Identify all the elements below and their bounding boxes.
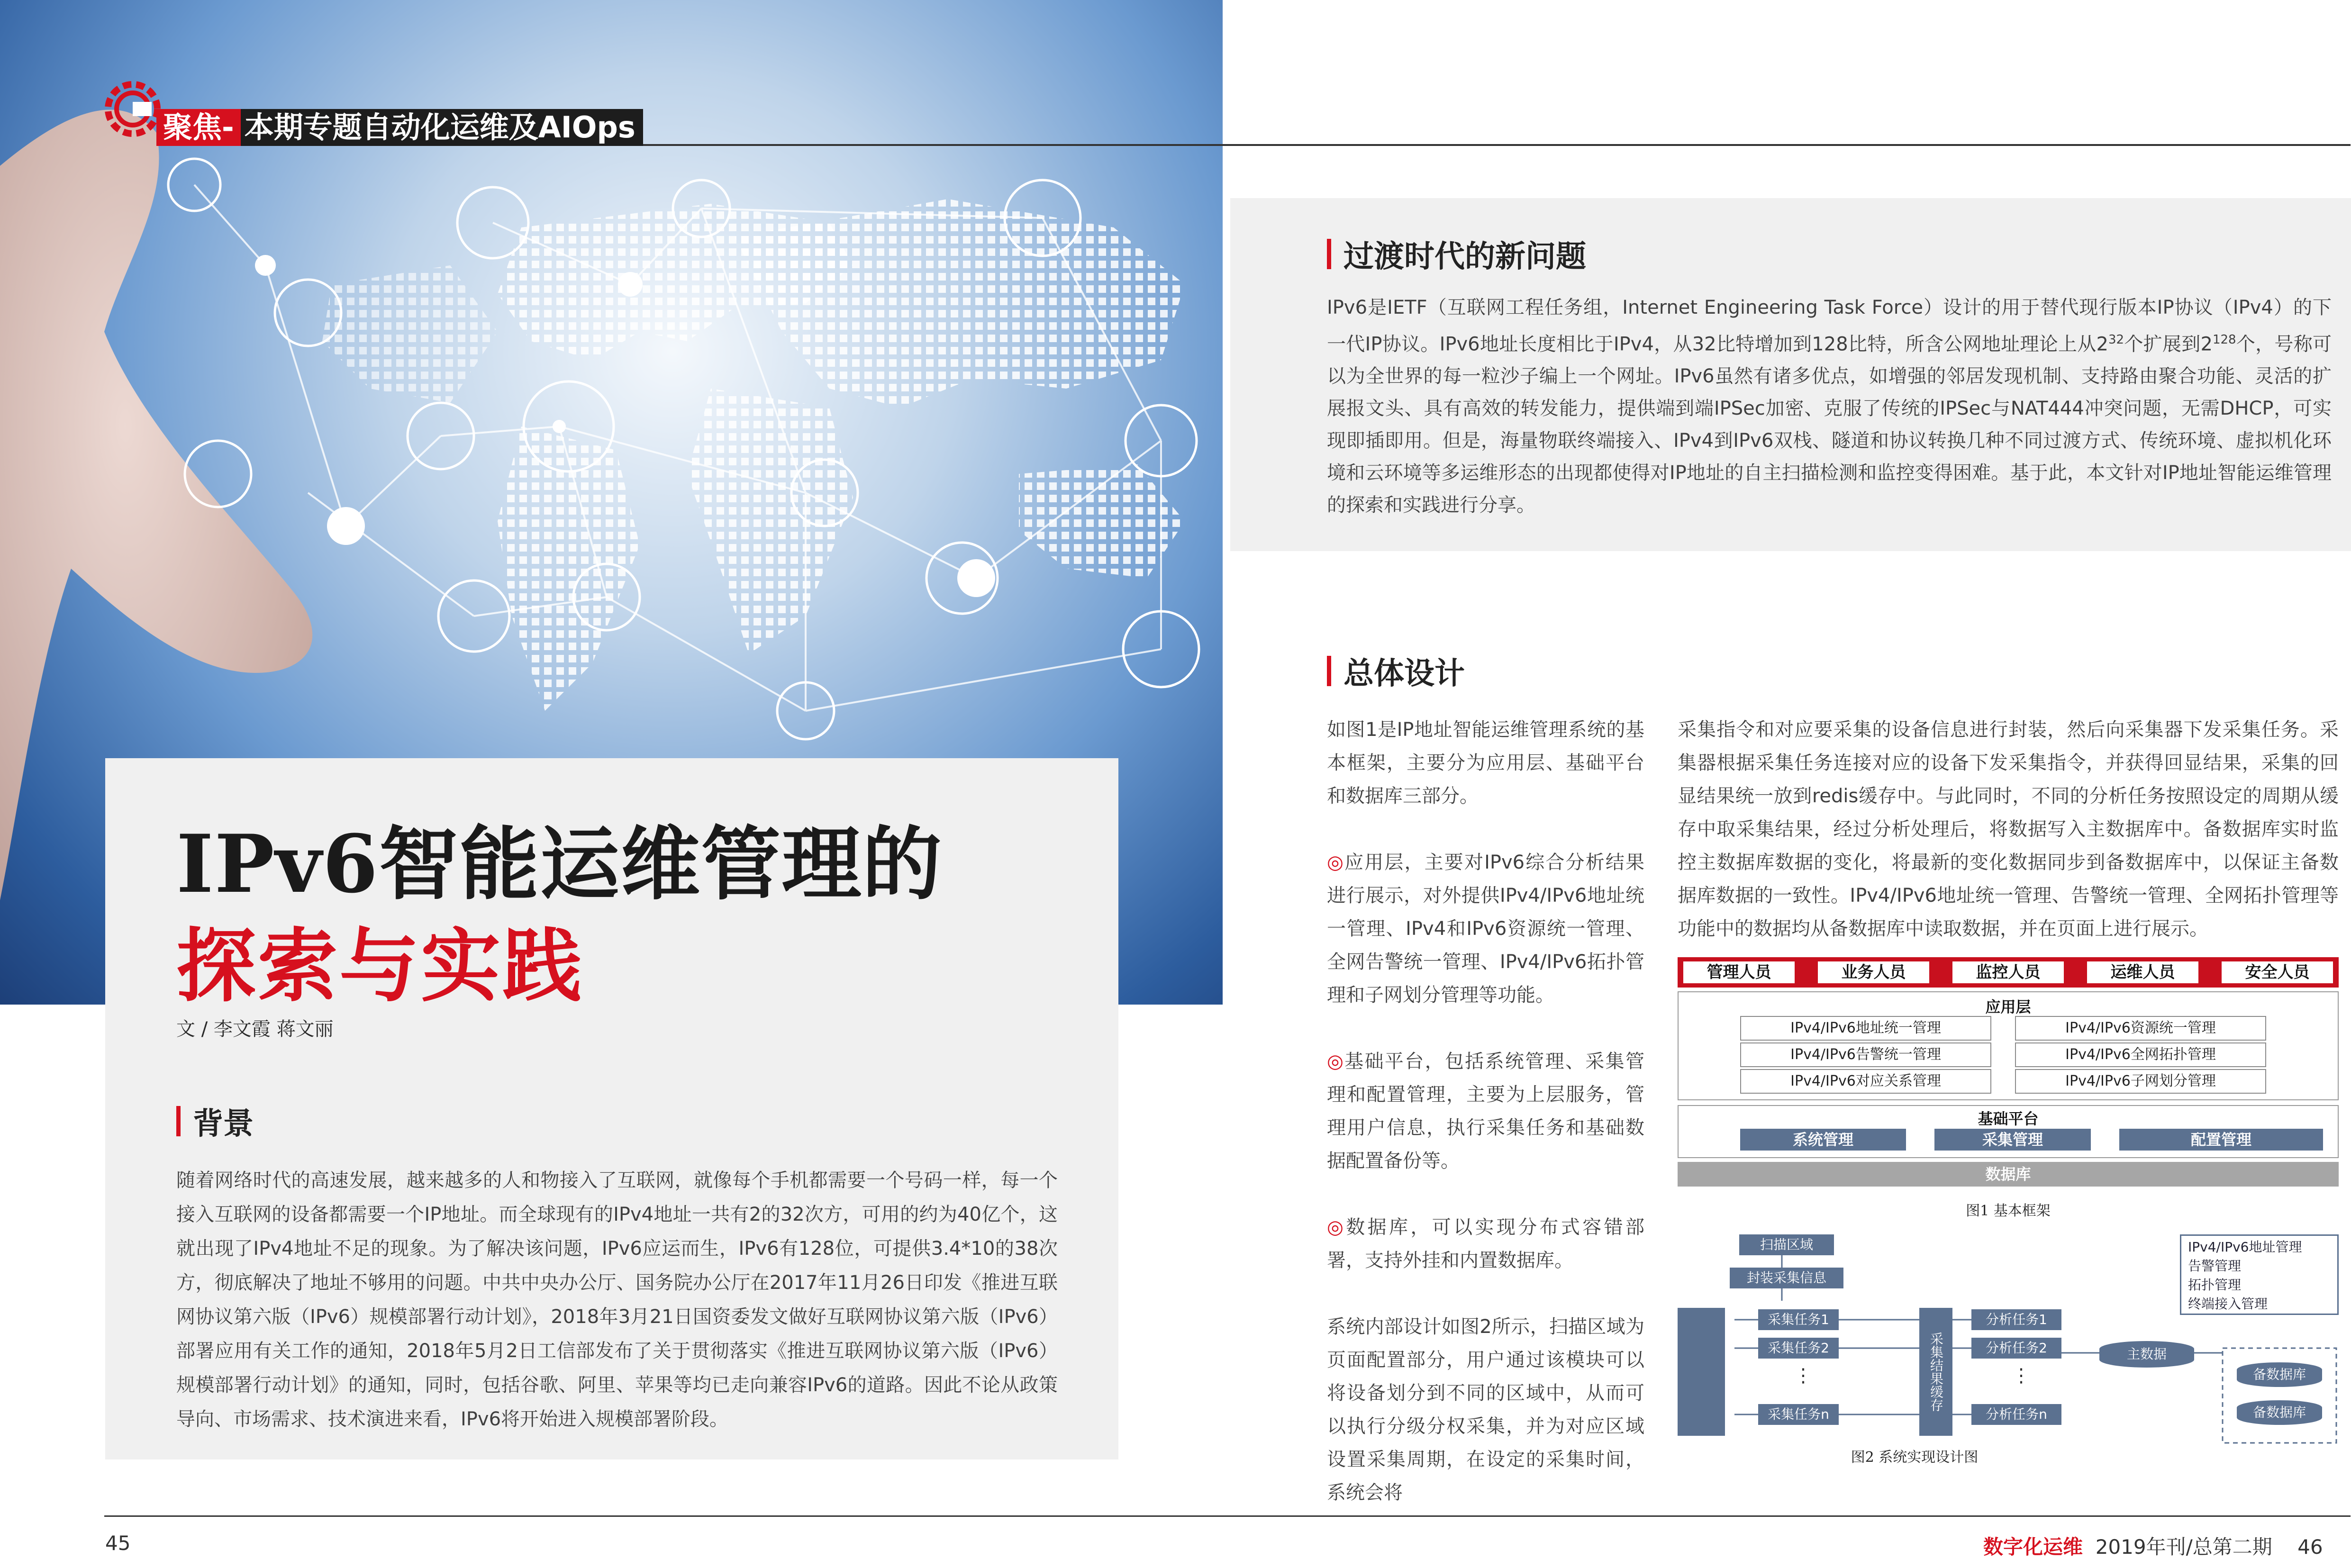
role-security: 安全人员 <box>2222 961 2333 983</box>
figure-1-framework <box>1678 957 2339 1232</box>
footer-rule <box>104 1515 2351 1517</box>
role-admin: 管理人员 <box>1683 961 1795 983</box>
background-paragraph: 随着网络时代的高速发展，越来越多的人和物接入了互联网，就像每个手机都需要一个号码一样，每一个接入互联网的设备都需要一个IP地址。而全球现有的IPv4地址一共有2的32次方，可用的约为40亿个，这就出现了IPv4地址不足的现象。为了解决该问题，IPv6应运而生，IPv6有128位，可提供3.4*10的38次方，彻底解决了地址不够用的问题。中共中央办公厅、国务院办公厅在2017年11月26日印发《推进互联网协议第六版（IPv6）规模部署行动计划》，2018年3月21日国资委发文做好互联网协议第六版（IPv6）部署应用有关工作的通知，2018年5月2日工信部发布了关于贯彻落实《推进互联网协议第六版（IPv6）规模部署行动计划》的通知，同时，包括谷歌、阿里、苹果等均已走向兼容IPv6的道路。因此不论从政策导向、市场需求、技术演进来看，IPv6将开始进入规模部署阶段。 <box>176 1169 1058 1430</box>
section-tag <box>156 109 643 146</box>
management-list <box>2180 1234 2339 1315</box>
mgmt-topology: 拓扑管理 <box>2188 1277 2242 1293</box>
platform-collect-mgmt: 采集管理 <box>1934 1129 2091 1151</box>
mgmt-address: IPv4/IPv6地址管理 <box>2188 1239 2302 1255</box>
section-tag-topic: 本期专题自动化运维及AIOps <box>241 109 643 146</box>
design-column-right: 采集指令和对应要采集的设备信息进行封装，然后向采集器下发采集任务。采集器根据采集任务连接对应的设备下发采集指令，并获得回显结果，采集的回显结果统一放到redis缓存中。与此同时，不同的分析任务按照设定的周期从缓存中取采集结果，经过分析处理后，将数据写入主数据库中。备数据库实时监控主数据库数据的变化，将最新的变化数据同步到备数据库中，以保证主备数据库数据的一致性。IPv4/IPv6地址统一管理、告警统一管理、全网拓扑管理等功能中的数据均从备数据库中读取数据，并在页面上进行展示。 <box>1678 719 2339 940</box>
app-cell: IPv4/IPv6地址统一管理 <box>1740 1016 1991 1041</box>
result-cache-box: 采集结果缓存 <box>1919 1308 1952 1436</box>
role-monitor: 监控人员 <box>1952 961 2064 983</box>
ellipsis-right: ⋮ <box>2012 1365 2031 1387</box>
device-box: 设备 <box>1678 1308 1725 1436</box>
role-ops: 运维人员 <box>2087 961 2198 983</box>
issue-info: 2019年刊/总第二期 <box>2095 1535 2272 1559</box>
app-cell: IPv4/IPv6资源统一管理 <box>2015 1016 2266 1041</box>
article-title-line1: IPv6智能运维管理的 <box>176 817 943 911</box>
collect-task-2: 采集任务2 <box>1758 1338 1839 1359</box>
collect-task-1: 采集任务1 <box>1758 1309 1839 1330</box>
design-para-3: ◎基础平台，包括系统管理、采集管理和配置管理，主要为上层服务，管理用户信息，执行采集任务和基础数据配置备份等。 <box>1327 1051 1645 1172</box>
backup-database-icon: 备数据库 <box>2237 1362 2322 1387</box>
gear-logo-icon <box>100 76 166 142</box>
collect-task-n: 采集任务n <box>1758 1404 1839 1425</box>
section-heading-transition: 过渡时代的新问题 <box>1327 232 1586 276</box>
author-byline: 文 / 李文霞 蒋文丽 <box>176 1018 334 1040</box>
footer-journal-info <box>1983 1532 2323 1560</box>
section-tag-focus: 聚焦- <box>156 109 241 146</box>
analysis-task-2: 分析任务2 <box>1971 1338 2061 1359</box>
figure-2-system-design <box>1653 1225 2339 1466</box>
page-number-right: 46 <box>2297 1535 2323 1559</box>
analysis-task-1: 分析任务1 <box>1971 1309 2061 1330</box>
ellipsis-left: ⋮ <box>1794 1365 1813 1387</box>
app-cell: IPv4/IPv6告警统一管理 <box>1740 1042 1991 1067</box>
platform-system-mgmt: 系统管理 <box>1740 1129 1906 1151</box>
mgmt-alarm: 告警管理 <box>2188 1258 2242 1274</box>
section-heading-design: 总体设计 <box>1327 649 1465 693</box>
journal-name: 数字化运维 <box>1983 1535 2083 1559</box>
role-bar <box>1678 957 2339 988</box>
figure-1-caption: 图1 基本框架 <box>1966 1203 2051 1219</box>
main-database-icon: 主数据 <box>2099 1341 2194 1368</box>
role-business: 业务人员 <box>1818 961 1929 983</box>
analysis-task-n: 分析任务n <box>1971 1404 2061 1425</box>
design-para-4: ◎数据库，可以实现分布式容错部署，支持外挂和内置数据库。 <box>1327 1216 1645 1271</box>
heading-bar <box>176 1106 181 1136</box>
heading-bar <box>1327 656 1331 686</box>
app-cell: IPv4/IPv6对应关系管理 <box>1740 1069 1991 1094</box>
design-para-2: ◎应用层，主要对IPv6综合分析结果进行展示，对外提供IPv4/IPv6地址统一管理、IPv4和IPv6资源统一管理、全网告警统一管理、IPv4/IPv6拓扑管理和子网划分管理等功能。 <box>1327 852 1645 1006</box>
heading-bar <box>1327 239 1331 269</box>
app-cell: IPv4/IPv6全网拓扑管理 <box>2015 1042 2266 1067</box>
scan-area-box: 扫描区域 <box>1739 1234 1834 1255</box>
mgmt-terminal: 终端接入管理 <box>2188 1296 2268 1312</box>
article-title-line2: 探索与实践 <box>176 919 584 1013</box>
design-column-left <box>1327 713 1644 1542</box>
figure-2-caption: 图2 系统实现设计图 <box>1851 1449 1979 1466</box>
platform-config-mgmt: 配置管理 <box>2119 1129 2323 1151</box>
database-layer: 数据库 <box>1678 1162 2339 1187</box>
base-platform: 基础平台 系统管理 采集管理 配置管理 <box>1678 1105 2339 1158</box>
application-layer: 应用层 IPv4/IPv6地址统一管理 IPv4/IPv6资源统一管理 IPv4/IPv6告警统一管理 IPv4/IPv6全网拓扑管理 IPv4/IPv6对应关系管理 IPv4/IPv6子网划分管理 <box>1678 991 2339 1100</box>
design-para-1: 如图1是IP地址智能运维管理系统的基本框架，主要分为应用层、基础平台和数据库三部分。 <box>1327 719 1644 807</box>
section-heading-background: 背景 <box>176 1099 254 1143</box>
app-cell: IPv4/IPv6子网划分管理 <box>2015 1069 2266 1094</box>
page-number-left: 45 <box>105 1532 131 1555</box>
backup-database-icon: 备数据库 <box>2237 1400 2322 1425</box>
pack-info-box: 封装采集信息 <box>1730 1268 1843 1288</box>
transition-paragraph: IPv6是IETF（互联网工程任务组，Internet Engineering Task Force）设计的用于替代现行版本IP协议（IPv4）的下一代IP协议。IPv6地址长度相比于IPv4，从32比特增加到128比特，所含公网地址理论上从$2^{32}$个扩展到$2^{128}$个，号称可以为全世界的每一粒沙子编上一个网址。IPv6虽然有诸多优点，如增强的邻居发现机制、支持路由聚合功能、灵活的扩展报文头、具有高效的转发能力，提供端到端IPSec加密、克服了传统的IPSec与NAT444冲突问题，无需DHCP，可实现即插即用。但是，海量物联终端接入、IPv4到IPv6双栈、隧道和协议转换几种不同过渡方式、传统环境、虚拟机化环境和云环境等多运维形态的出现都使得对IP地址的自主扫描检测和监控变得困难。基于此，本文针对IP地址智能运维管理的探索和实践进行分享。 <box>1327 297 2332 517</box>
design-para-5: 系统内部设计如图2所示，扫描区域为页面配置部分，用户通过该模块可以将设备划分到不同的区域中，从而可以执行分级分权采集，并为对应区域设置采集周期，在设定的采集时间，系统会将 <box>1327 1316 1644 1504</box>
